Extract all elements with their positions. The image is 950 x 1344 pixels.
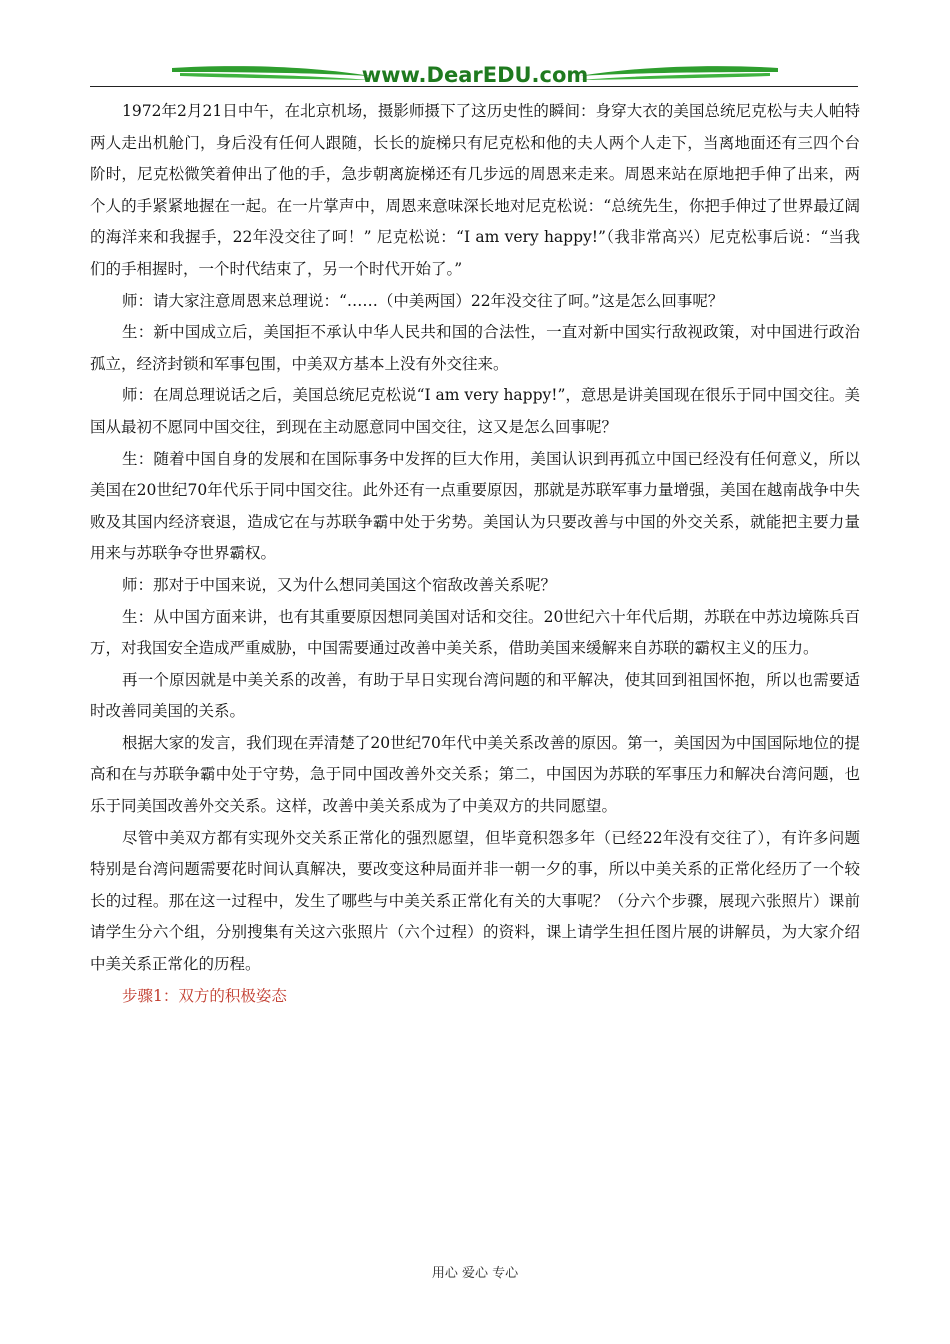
paragraph-4: 师：在周总理说话之后，美国总统尼克松说“I am very happy!”，意思是讲美国现在很乐于同中国交往。美国从最初不愿同中国交往，到现在主动愿意同中国交往，这又是怎么回事呢？ [90,386,860,436]
paragraph-6: 师：那对于中国来说，又为什么想同美国这个宿敌改善关系呢？ [122,575,557,594]
page-footer: 用心 爱心 专心 [431,1266,519,1281]
paragraph-3: 生：新中国成立后，美国拒不承认中华人民共和国的合法性，一直对新中国实行敌视政策，对中国进行政治孤立，经济封锁和军事包围，中美双方基本上没有外交往来。 [90,323,860,373]
paragraph-9: 根据大家的发言，我们现在弄清楚了20世纪70年代中美关系改善的原因。第一，美国因为中国国际地位的提高和在与苏联争霸中处于守势，急于同中国改善外交关系；第二，中国因为苏联的军事压力和解决台湾问题，也乐于同美国改善外交关系。这样，改善中美关系成为了中美双方的共同愿望。 [90,733,860,816]
paragraph-1: 1972年2月21日中午，在北京机场，摄影师摄下了这历史性的瞬间：身穿大衣的美国总统尼克松与夫人帕特两人走出机舱门，身后没有任何人跟随，长长的旋梯只有尼克松和他的夫人两个人走下，当离地面还有三四个台阶时，尼克松微笑着伸出了他的手，急步朝离旋梯还有几步远的周恩来走来。周恩来站在原地把手伸了出来，两个人的手紧紧地握在一起。在一片掌声中，周恩来意味深长地对尼克松说：“总统先生，你把手伸过了世界最辽阔的海洋来和我握手，22年没交往了呵！” 尼克松说：“I am very happy!”（我非常高兴）尼克松事后说：“当我们的手相握时，一个时代结束了，另一个时代开始了。” [90,102,860,278]
document-body [90,96,860,1012]
paragraph-2: 师：请大家注意周恩来总理说：“……（中美两国）22年没交往了呵。”这是怎么回事呢？ [122,291,724,310]
header-rule [90,86,858,87]
paragraph-8: 再一个原因就是中美关系的改善，有助于早日实现台湾问题的和平解决，使其回到祖国怀抱，所以也需要适时改善同美国的关系。 [90,670,860,721]
paragraph-5: 生：随着中国自身的发展和在国际事务中发挥的巨大作用，美国认识到再孤立中国已经没有任何意义，所以美国在20世纪70年代乐于同中国交往。此外还有一点重要原因，那就是苏联军事力量增强，美国在越南战争中失败及其国内经济衰退，造成它在与苏联争霸中处于劣势。美国认为只要改善与中国的外交关系，就能把主要力量用来与苏联争夺世界霸权。 [90,449,860,563]
paragraph-10: 尽管中美双方都有实现外交关系正常化的强烈愿望，但毕竟积怨多年（已经22年没有交往了），有许多问题特别是台湾问题需要花时间认真解决，要改变这种局面并非一朝一夕的事，所以中美关系的正常化经历了一个较长的过程。那在这一过程中，发生了哪些与中美关系正常化有关的大事呢？（分六个步骤，展现六张照片）课前请学生分六个组，分别搜集有关这六张照片（六个过程）的资料，课上请学生担任图片展的讲解员，为大家介绍中美关系正常化的历程。 [90,828,860,974]
logo-text: www.DearEDU.com [361,63,589,87]
paragraph-7: 生：从中国方面来讲，也有其重要原因想同美国对话和交往。20世纪六十年代后期，苏联在中苏边境陈兵百万，对我国安全造成严重威胁，中国需要通过改善中美关系，借助美国来缓解来自苏联的霸权主义的压力。 [90,607,860,658]
step-heading: 步骤1：双方的积极姿态 [122,986,287,1005]
